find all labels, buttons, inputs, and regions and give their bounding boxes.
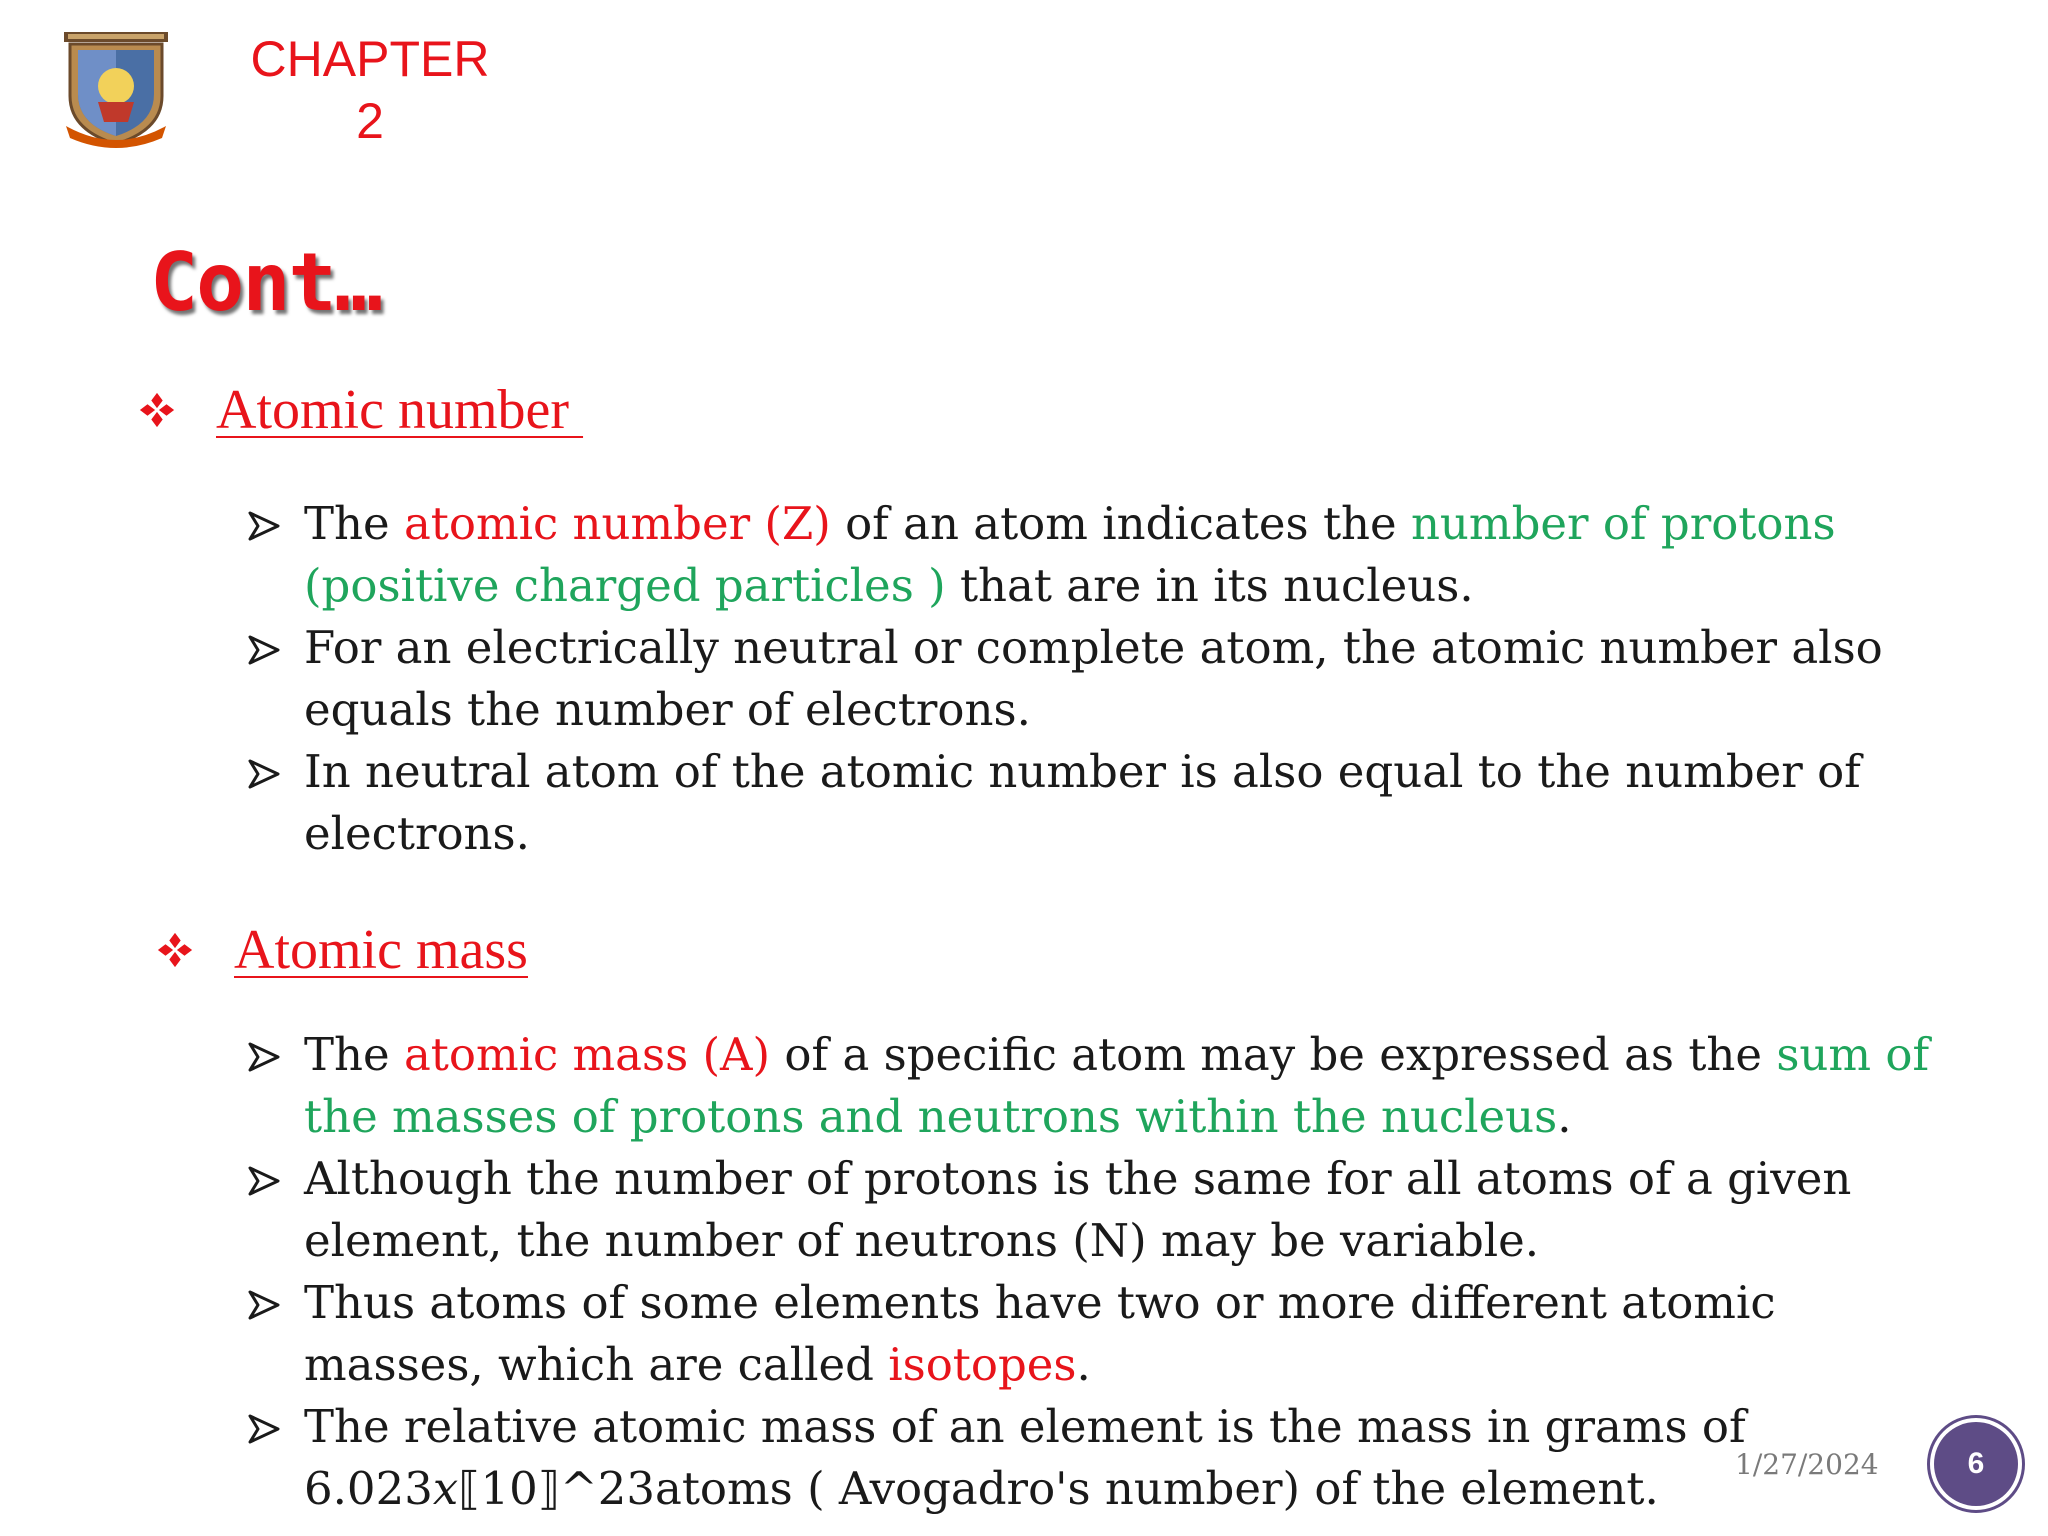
- bullet-text-segment: that are in its nucleus.: [945, 559, 1474, 612]
- diamond-four-petal-icon: [138, 391, 176, 429]
- bullet-item: [244, 493, 1964, 617]
- section-heading-atomic-number: [138, 378, 583, 442]
- bullet-text-segment: Thus atoms of some elements have two or more different atomic masses, which are called: [304, 1276, 1776, 1391]
- section-heading-atomic-mass: [156, 918, 528, 982]
- bullet-text-segment: isotopes: [888, 1338, 1077, 1391]
- arrowhead-bullet-icon: [248, 1042, 280, 1072]
- bullet-text-segment: The relative atomic mass of an element is the mass in grams of 6.023𝑥⟦10⟧^23atoms ( Avogadro's number) of the element.: [304, 1400, 1746, 1515]
- bullet-item: [244, 1396, 1944, 1520]
- section-title: Atomic number: [216, 379, 584, 441]
- bullet-text-segment: atomic mass (A): [403, 1028, 771, 1081]
- bullet-text-segment: of a specific atom may be expressed as the: [770, 1028, 1777, 1081]
- arrowhead-bullet-icon: [248, 1166, 280, 1196]
- chapter-label-line2: 2: [356, 93, 384, 149]
- bullet-item: [244, 1024, 1944, 1148]
- bullet-text-segment: For an electrically neutral or complete atom, the atomic number also equals the number of electrons.: [304, 621, 1883, 736]
- chapter-label: [240, 28, 500, 152]
- page-number-badge: 6: [1934, 1422, 2018, 1506]
- bullet-text-segment: In neutral atom of the atomic number is also equal to the number of electrons.: [304, 745, 1861, 860]
- bullet-text-segment: sum of the masses of protons and neutrons within the nucleus: [304, 1028, 1930, 1143]
- diamond-four-petal-icon: [156, 931, 194, 969]
- bullet-item: [244, 1148, 1944, 1272]
- bullet-list-atomic-mass: [244, 1024, 1944, 1520]
- bullet-text-segment: of an atom indicates the: [830, 497, 1411, 550]
- bullet-list-atomic-number: [244, 493, 1964, 865]
- bullet-item: [244, 1272, 1944, 1396]
- bullet-text-segment: atomic number (Z): [403, 497, 831, 550]
- bullet-text-segment: .: [1076, 1338, 1091, 1391]
- arrowhead-bullet-icon: [248, 1290, 280, 1320]
- arrowhead-bullet-icon: [248, 635, 280, 665]
- college-crest-logo: [58, 30, 174, 148]
- bullet-text-segment: number of protons (positive charged particles ): [304, 497, 1836, 612]
- slide-date: 1/27/2024: [1735, 1448, 1879, 1481]
- arrowhead-bullet-icon: [248, 511, 280, 541]
- bullet-text-segment: .: [1557, 1090, 1572, 1143]
- bullet-item: [244, 617, 1964, 741]
- bullet-text-segment: Although the number of protons is the same for all atoms of a given element, the number of neutrons (N) may be variable.: [304, 1152, 1852, 1267]
- chapter-label-line1: CHAPTER: [250, 31, 490, 87]
- arrowhead-bullet-icon: [248, 1414, 280, 1444]
- bullet-text-segment: The: [304, 1028, 404, 1081]
- bullet-item: [244, 741, 1964, 865]
- section-title: Atomic mass: [234, 919, 528, 981]
- bullet-text-segment: The: [304, 497, 404, 550]
- arrowhead-bullet-icon: [248, 759, 280, 789]
- slide-title: Cont…: [150, 236, 381, 329]
